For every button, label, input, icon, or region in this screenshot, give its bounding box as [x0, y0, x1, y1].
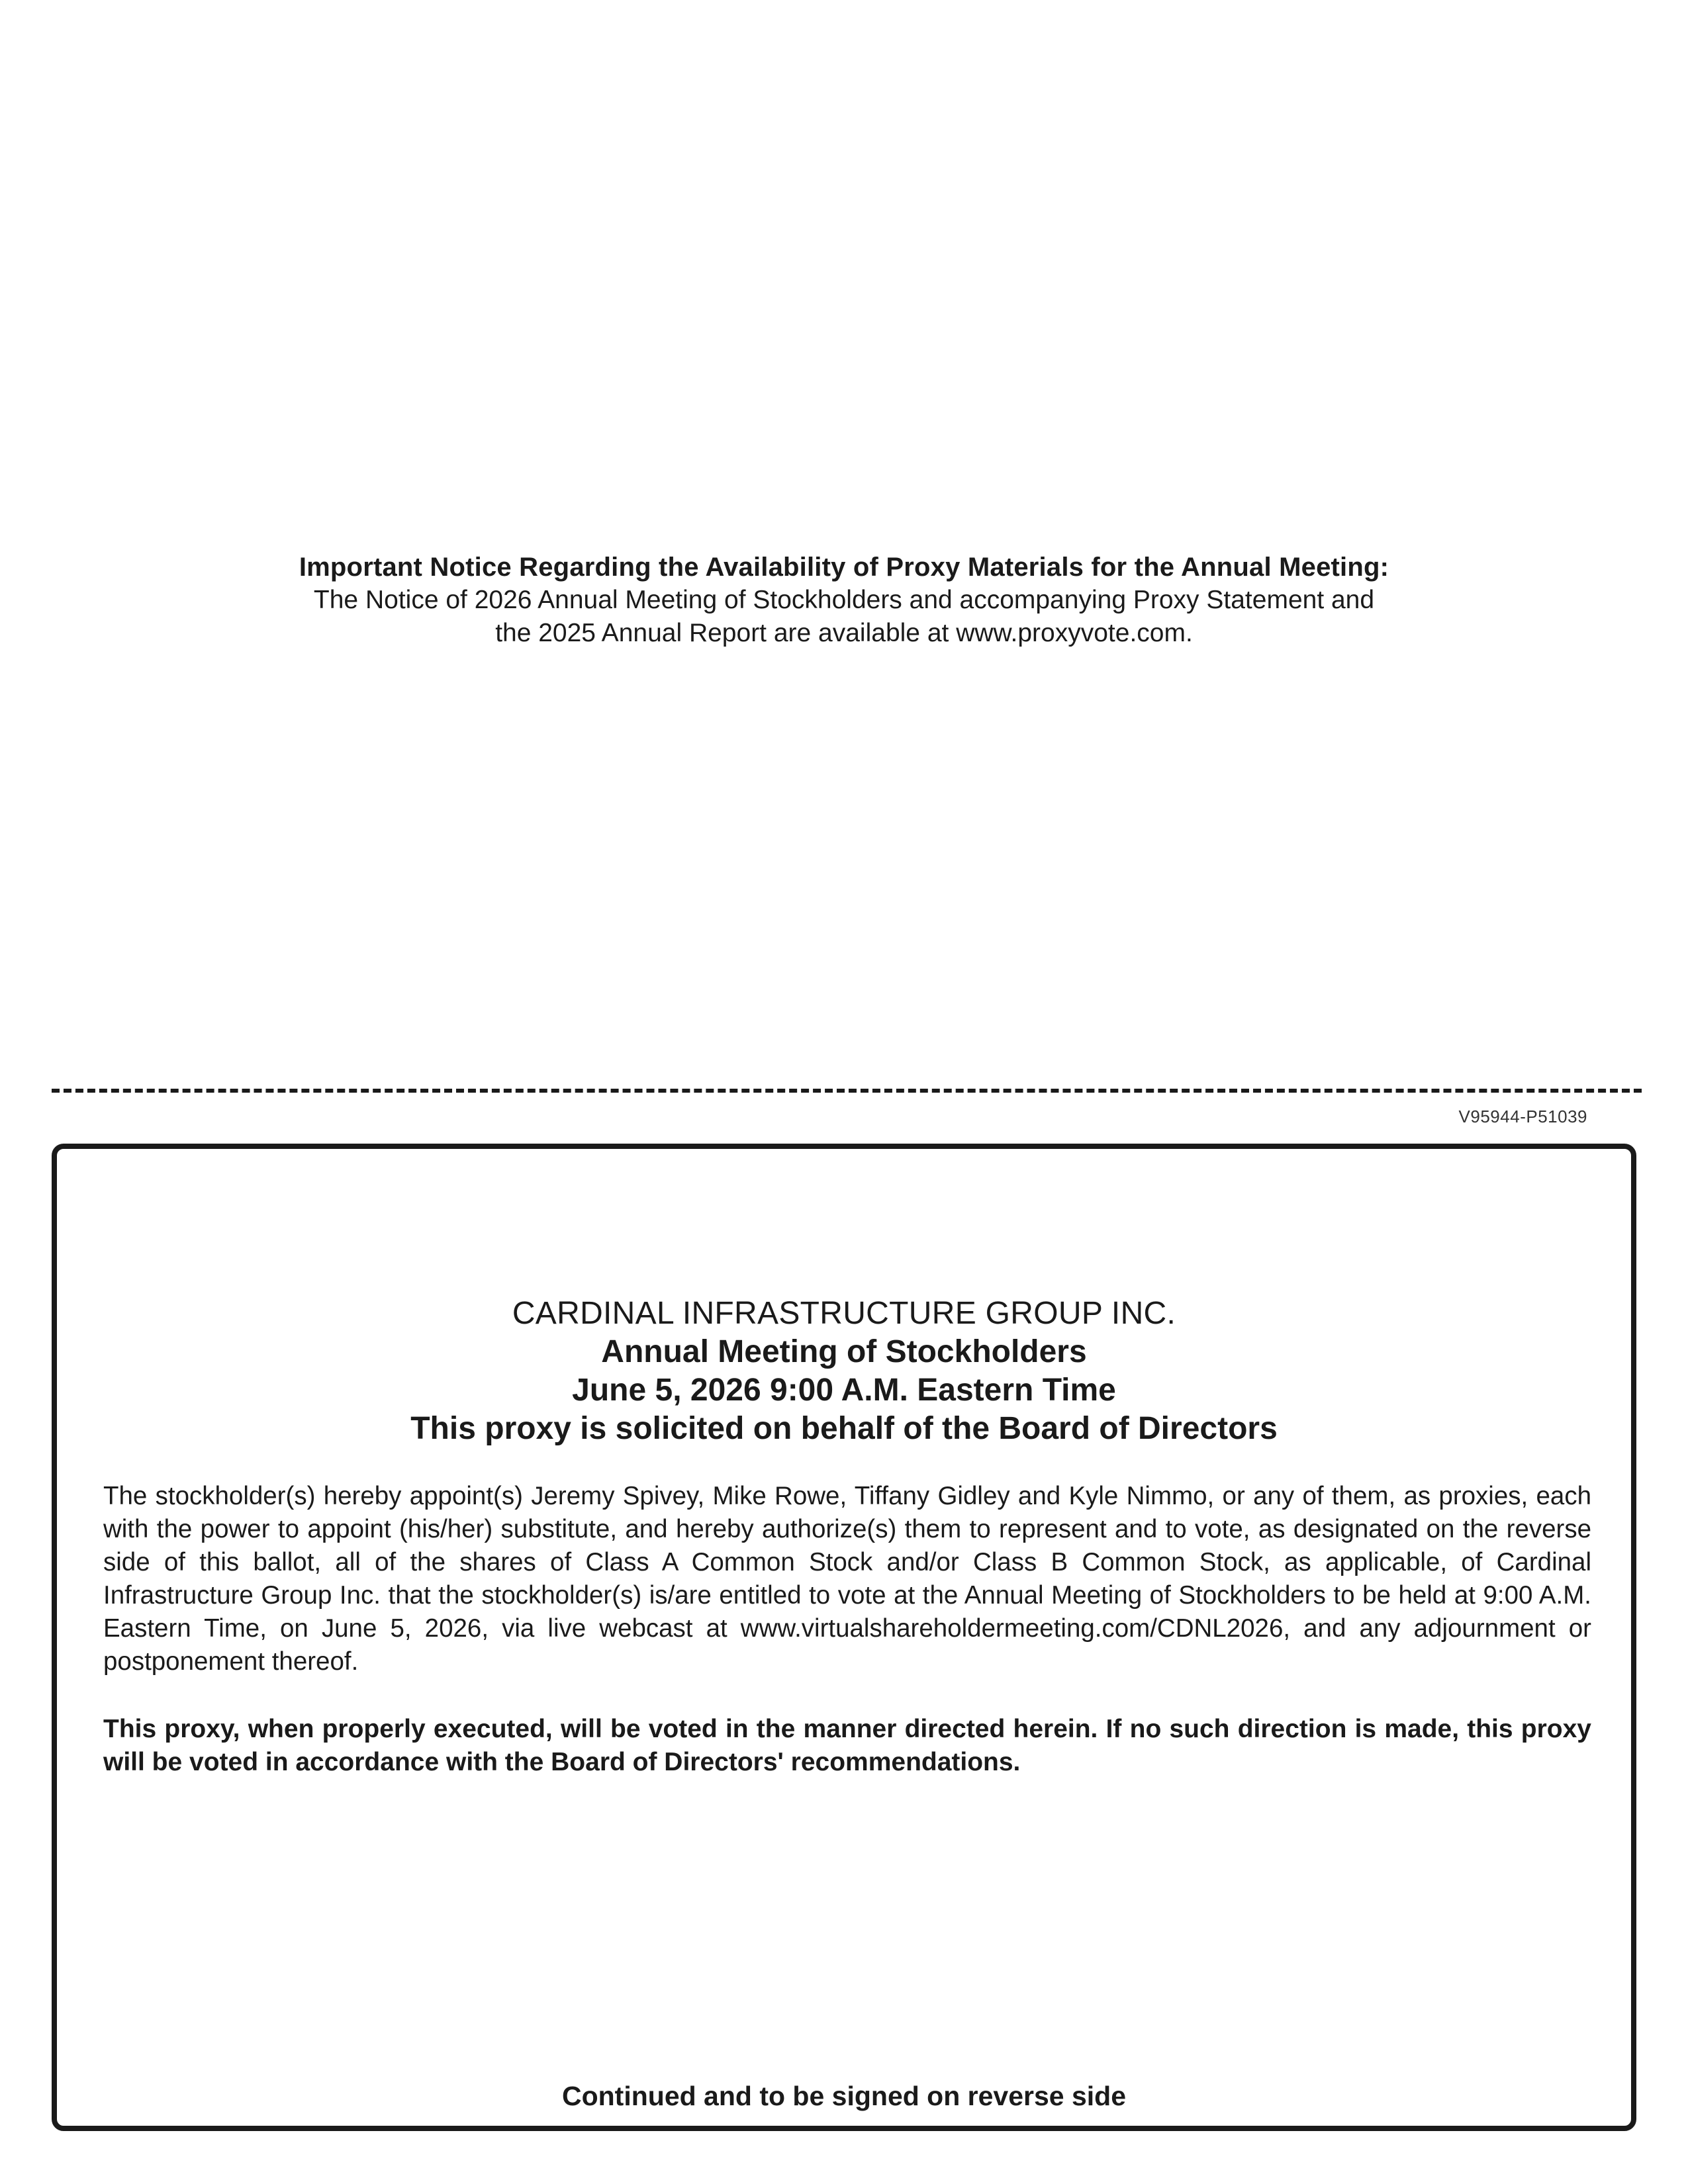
availability-notice [0, 551, 1688, 650]
reverse-side-note: Continued and to be signed on reverse side [561, 2081, 1127, 2111]
company-name: CARDINAL INFRASTRUCTURE GROUP INC. [512, 1296, 1176, 1331]
job-code: V95944-P51039 [1458, 1107, 1587, 1126]
notice-body [281, 584, 1407, 650]
solicitation-statement: This proxy is solicited on behalf of the Board of Directors [410, 1411, 1278, 1446]
proxy-card [52, 1144, 1636, 2131]
notice-line-1: The Notice of 2026 Annual Meeting of Stockholders and accompanying Proxy Statement and [313, 586, 1375, 614]
proxy-card-header [57, 1295, 1631, 1448]
voting-instructions-paragraph: This proxy, when properly executed, will be voted in the manner directed herein. If no such direction is made, this proxy will be voted in accordance with the Board of Directors' recommendations. [103, 1715, 1591, 1776]
meeting-datetime: June 5, 2026 9:00 A.M. Eastern Time [572, 1373, 1116, 1408]
notice-heading: Important Notice Regarding the Availability of Proxy Materials for the Annual Meeting: [299, 553, 1389, 582]
notice-line-2: the 2025 Annual Report are available at www.proxyvote.com. [495, 619, 1193, 647]
detach-cut-line [52, 1089, 1642, 1093]
appointment-paragraph: The stockholder(s) hereby appoint(s) Jeremy Spivey, Mike Rowe, Tiffany Gidley and Kyle Nimmo, or any of them, as proxies, each with the power to appoint (his/her) substitute, and hereby authorize(s) them to represent and to vote, as designated on the reverse side of this ballot, all of the shares of Class A Common Stock and/or Class B Common Stock, as applicable, of Cardinal Infrastructure Group Inc. that the stockholder(s) is/are entitled to vote at the Annual Meeting of Stockholders to be held at 9:00 A.M. Eastern Time, on June 5, 2026, via live webcast at www.virtualshareholdermeeting.com/CDNL2026, and any adjournment or postponement thereof. [103, 1482, 1591, 1676]
meeting-title: Annual Meeting of Stockholders [601, 1334, 1087, 1369]
